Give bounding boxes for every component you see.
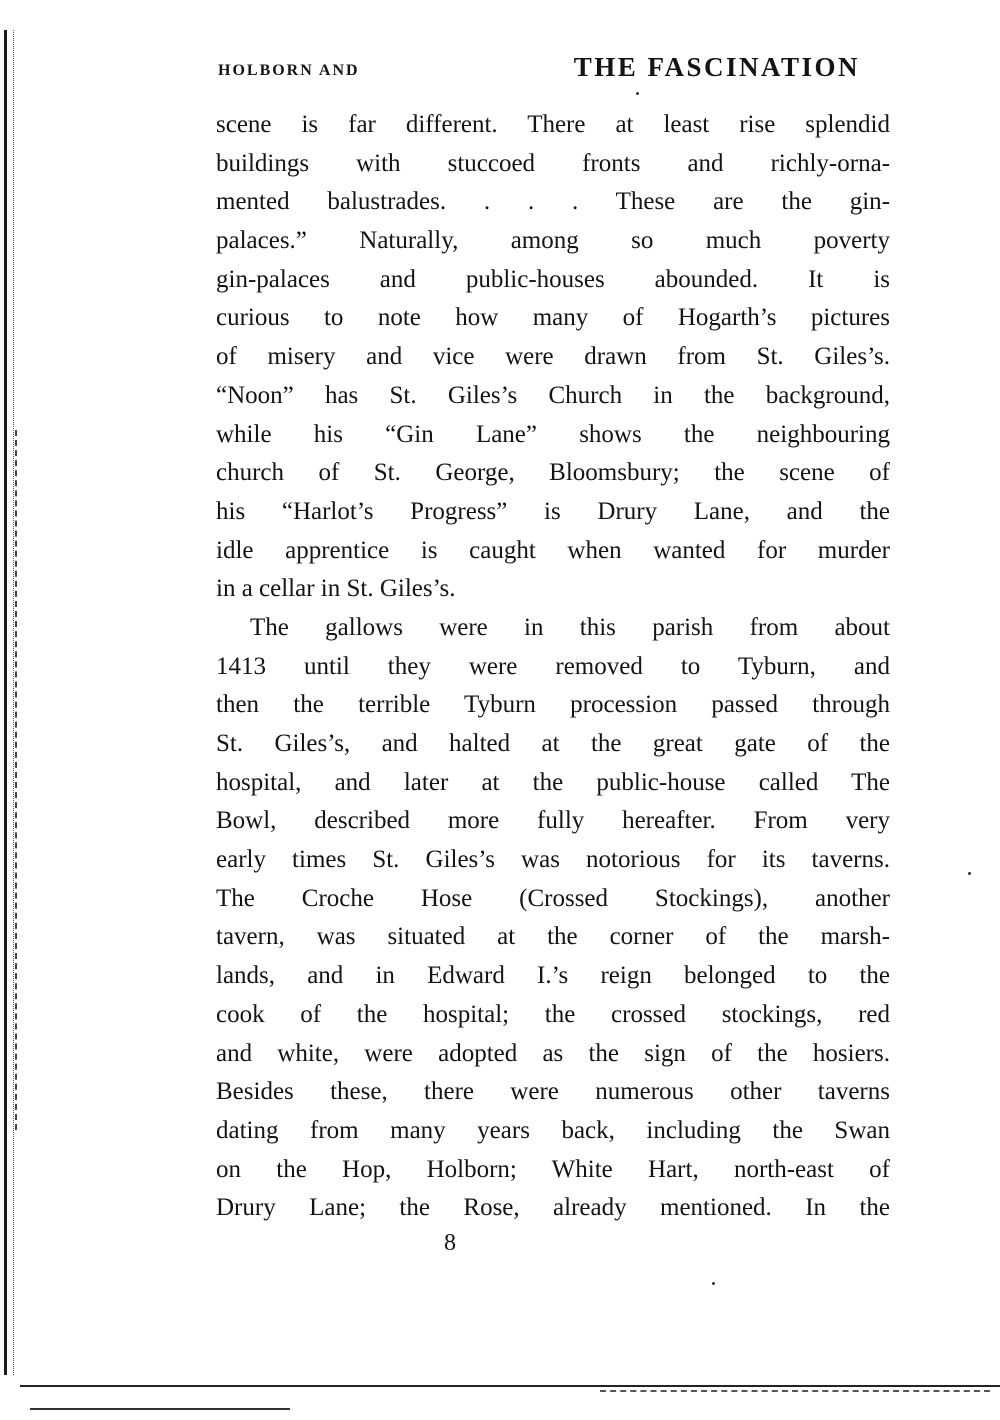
running-head-right: THE FASCINATION	[573, 52, 860, 82]
scan-speck	[968, 872, 971, 875]
page-number: 8	[444, 1230, 456, 1256]
text-line: 1413 until they were removed to Tyburn, and	[216, 652, 890, 680]
text-line: St. Giles’s, and halted at the great gate of the	[216, 730, 890, 757]
text-line: The gallows were in this parish from about	[250, 613, 890, 641]
text-line: early times St. Giles’s was notorious for its taverns.	[216, 846, 890, 874]
text-line: dating from many years back, including the Swan	[216, 1116, 890, 1144]
text-line: “Noon” has St. Giles’s Church in the background,	[216, 381, 890, 409]
binding-edge	[4, 30, 14, 1375]
text-line: his “Harlot’s Progress” is Drury Lane, and the	[216, 497, 890, 525]
page-bottom-edge-dashes	[600, 1390, 990, 1392]
scan-speck	[712, 1282, 715, 1285]
paragraph-1	[216, 106, 890, 609]
text-line: mented balustrades. . . . These are the gin-	[216, 188, 890, 216]
text-line: palaces.” Naturally, among so much poverty	[216, 227, 890, 255]
text-line: cook of the hospital; the crossed stockings, red	[216, 1000, 890, 1028]
text-line: Bowl, described more fully hereafter. From very	[216, 807, 890, 835]
text-line: curious to note how many of Hogarth’s pictures	[216, 304, 890, 332]
running-head	[218, 52, 860, 88]
scan-speck	[636, 92, 639, 95]
page-bottom-edge-lower	[30, 1408, 290, 1410]
page-bottom-edge	[20, 1385, 1000, 1387]
text-line: Besides these, there were numerous other taverns	[216, 1078, 890, 1106]
text-line: Drury Lane; the Rose, already mentioned. In the	[216, 1194, 890, 1222]
text-line: while his “Gin Lane” shows the neighbouring	[216, 420, 890, 448]
body-text	[216, 106, 890, 1228]
text-line: idle apprentice is caught when wanted for murder	[216, 536, 890, 564]
text-line: lands, and in Edward I.’s reign belonged to the	[216, 962, 890, 990]
text-line: of misery and vice were drawn from St. Giles’s.	[216, 343, 890, 371]
paragraph-2	[216, 609, 890, 1228]
text-line: gin-palaces and public-houses abounded. It is	[216, 265, 890, 293]
text-line: buildings with stuccoed fronts and richly-orna-	[216, 149, 890, 177]
text-line: hospital, and later at the public-house called The	[216, 768, 890, 796]
text-line: on the Hop, Holborn; White Hart, north-east of	[216, 1155, 890, 1183]
text-line: then the terrible Tyburn procession passed through	[216, 691, 890, 719]
text-line: and white, were adopted as the sign of the hosiers.	[216, 1039, 890, 1067]
text-line: in a cellar in St. Giles’s.	[216, 575, 456, 603]
text-line: The Croche Hose (Crossed Stockings), another	[216, 884, 890, 912]
text-line: church of St. George, Bloomsbury; the scene of	[216, 459, 890, 487]
text-line: tavern, was situated at the corner of the marsh-	[216, 923, 890, 951]
running-head-left: HOLBORN AND	[218, 62, 360, 79]
text-line: scene is far different. There at least rise splendid	[216, 111, 890, 138]
